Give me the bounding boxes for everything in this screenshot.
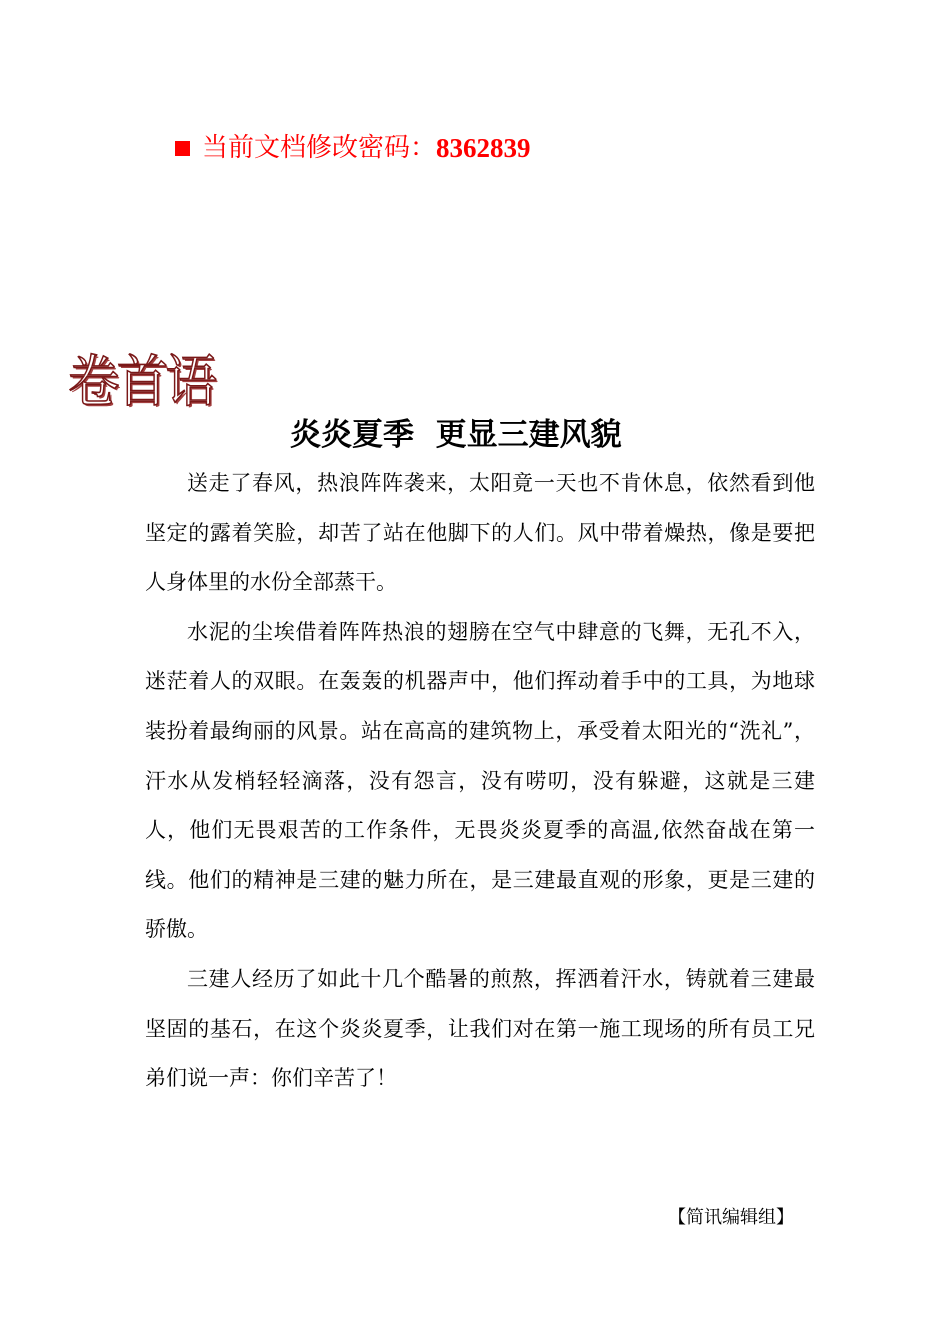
password-label: 当前文档修改密码： <box>202 133 437 163</box>
paragraph: 三建人经历了如此十几个酷暑的煎熬，挥洒着汗水，铸就着三建最坚固的基石，在这个炎炎夏季，让我们对在第一施工现场的所有员工兄弟们说一声：你们辛苦了！ <box>145 966 815 1091</box>
paragraph: 送走了春风，热浪阵阵袭来，太阳竟一天也不肯休息，依然看到他坚定的露着笑脸，却苦了站在他脚下的人们。风中带着燥热，像是要把人身体里的水份全部蒸干。 <box>145 471 815 595</box>
article-body <box>145 459 815 1104</box>
password-value: 8362839 <box>436 133 531 163</box>
column-logo: 卷首语 <box>68 350 215 415</box>
paragraph: 水泥的尘埃借着阵阵热浪的翅膀在空气中肆意的飞舞，无孔不入，迷茫着人的双眼。在轰轰的机器声中，他们挥动着手中的工具，为地球装扮着最绚丽的风景。站在高高的建筑物上，承受着太阳光的“洗礼”，汗水从发梢轻轻滴落，没有怨言，没有唠叨，没有躲避，这就是三建人，他们无畏艰苦的工作条件，无畏炎炎夏季的高温,依然奋战在第一线。他们的精神是三建的魅力所在，是三建最直观的形象，更是三建的骄傲。 <box>145 619 815 942</box>
square-bullet-icon <box>175 141 190 156</box>
article-title: 炎炎夏季 更显三建风貌 <box>290 417 622 453</box>
password-notice <box>175 128 531 168</box>
editor-signature: 【简讯编辑组】 <box>668 1207 794 1228</box>
